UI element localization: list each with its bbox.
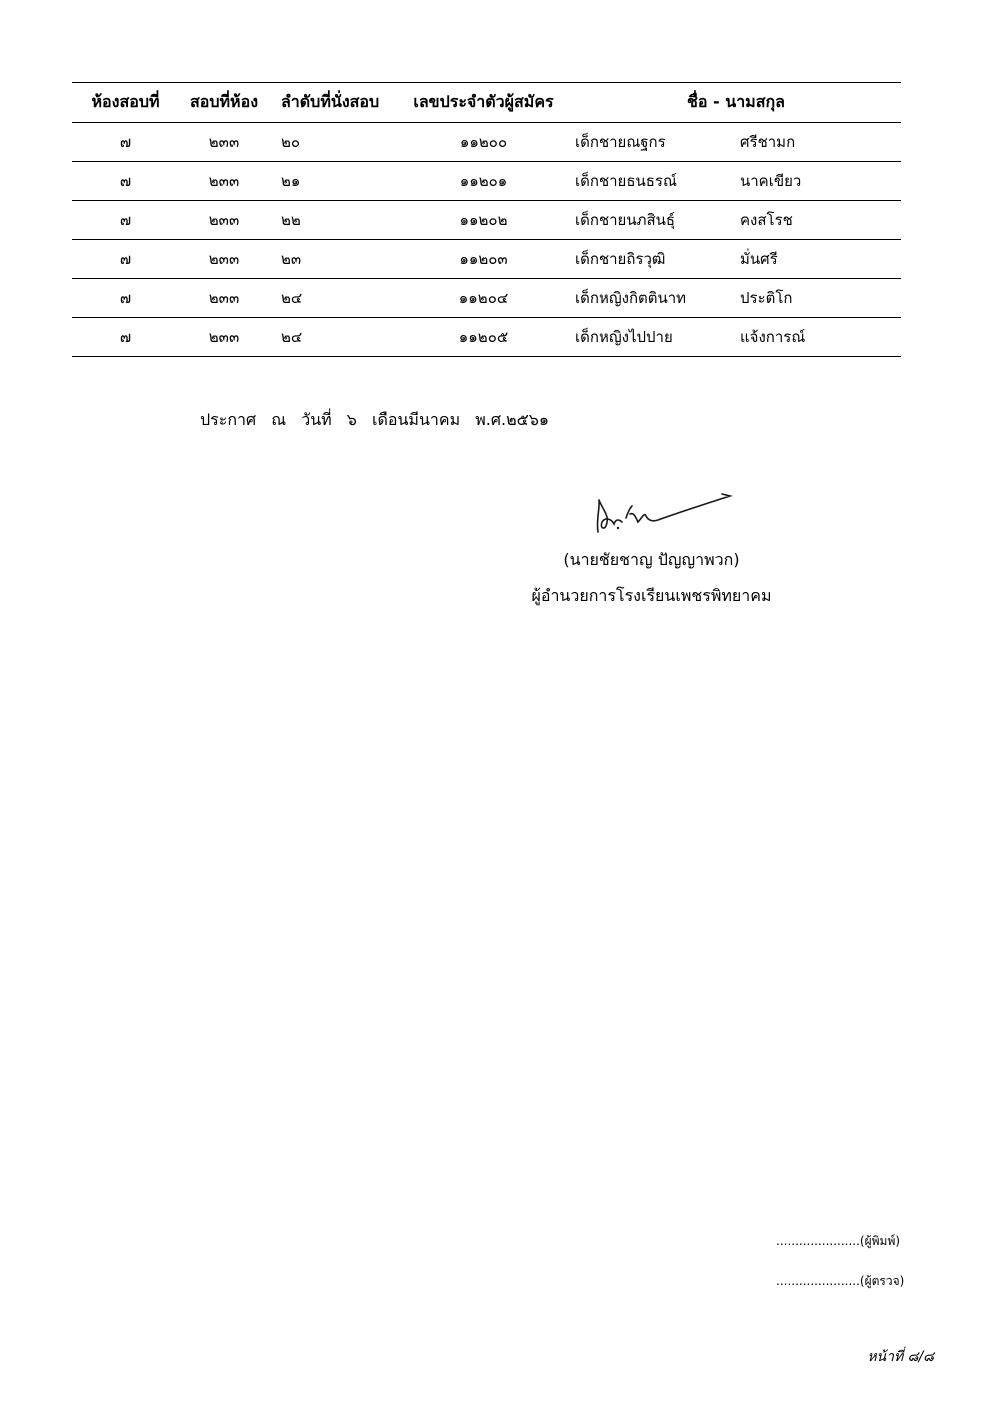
cell-first-name: เด็กชายนภสินธุ์ — [571, 201, 740, 240]
table-row — [72, 279, 901, 318]
cell-room: ๗ — [72, 123, 179, 162]
page-number: หน้าที่ ๘/๘ — [867, 1349, 934, 1365]
announcement-date — [200, 408, 559, 433]
cell-room-no: ๒๓๓ — [179, 279, 269, 318]
cell-first-name: เด็กชายณฐกร — [571, 123, 740, 162]
table-row — [72, 318, 901, 357]
cell-room-no: ๒๓๓ — [179, 123, 269, 162]
cell-last-name: คงสโรช — [740, 201, 901, 240]
announcement-day: ๖ — [346, 410, 357, 429]
cell-room: ๗ — [72, 201, 179, 240]
typist-check: ......................(ผู้พิมพ์) — [776, 1234, 901, 1248]
signer-name: (นายชัยชาญ ปัญญาพวก) — [563, 550, 740, 569]
cell-room-no: ๒๓๓ — [179, 162, 269, 201]
header-room-no: สอบที่ห้อง — [179, 83, 269, 123]
header-name: ชื่อ - นามสกุล — [571, 83, 901, 123]
table-row — [72, 240, 901, 279]
announcement-date-label: วันที่ — [301, 410, 332, 429]
announcement-at: ณ — [271, 410, 287, 429]
cell-last-name: นาคเขียว — [740, 162, 901, 201]
signature-image — [590, 490, 735, 535]
cell-room: ๗ — [72, 162, 179, 201]
cell-room: ๗ — [72, 318, 179, 357]
cell-applicant-id: ๑๑๒๐๐ — [396, 123, 571, 162]
cell-first-name: เด็กชายถิรวุฒิ — [571, 240, 740, 279]
cell-last-name: แจ้งการณ์ — [740, 318, 901, 357]
signer-title: ผู้อำนวยการโรงเรียนเพชรพิทยาคม — [531, 586, 772, 605]
cell-seat: ๒๐ — [269, 123, 396, 162]
cell-room: ๗ — [72, 240, 179, 279]
announcement-prefix: ประกาศ — [200, 410, 257, 429]
cell-room: ๗ — [72, 279, 179, 318]
cell-first-name: เด็กหญิงไปปาย — [571, 318, 740, 357]
cell-applicant-id: ๑๑๒๐๒ — [396, 201, 571, 240]
cell-seat: ๒๔ — [269, 279, 396, 318]
cell-applicant-id: ๑๑๒๐๓ — [396, 240, 571, 279]
cell-seat: ๒๓ — [269, 240, 396, 279]
table-row — [72, 123, 901, 162]
table-row — [72, 162, 901, 201]
cell-seat: ๒๑ — [269, 162, 396, 201]
cell-applicant-id: ๑๑๒๐๑ — [396, 162, 571, 201]
cell-last-name: ศรีชามก — [740, 123, 901, 162]
cell-last-name: ประติโก — [740, 279, 901, 318]
cell-applicant-id: ๑๑๒๐๔ — [396, 279, 571, 318]
applicant-table — [72, 82, 901, 357]
cell-first-name: เด็กหญิงกิตตินาท — [571, 279, 740, 318]
table-header-row — [72, 83, 901, 123]
announcement-month: เดือนมีนาคม — [372, 410, 461, 429]
announcement-year: พ.ศ.๒๕๖๑ — [475, 410, 550, 429]
header-room: ห้องสอบที่ — [72, 83, 179, 123]
cell-seat: ๒๔ — [269, 318, 396, 357]
cell-room-no: ๒๓๓ — [179, 318, 269, 357]
table-row — [72, 201, 901, 240]
cell-applicant-id: ๑๑๒๐๕ — [396, 318, 571, 357]
cell-room-no: ๒๓๓ — [179, 201, 269, 240]
header-seat: ลำดับที่นั่งสอบ — [269, 83, 396, 123]
cell-room-no: ๒๓๓ — [179, 240, 269, 279]
header-applicant-id: เลขประจำตัวผู้สมัคร — [396, 83, 571, 123]
cell-last-name: มั่นศรี — [740, 240, 901, 279]
cell-first-name: เด็กชายธนธรณ์ — [571, 162, 740, 201]
checker-check: ......................(ผู้ตรวจ) — [776, 1274, 905, 1288]
cell-seat: ๒๒ — [269, 201, 396, 240]
